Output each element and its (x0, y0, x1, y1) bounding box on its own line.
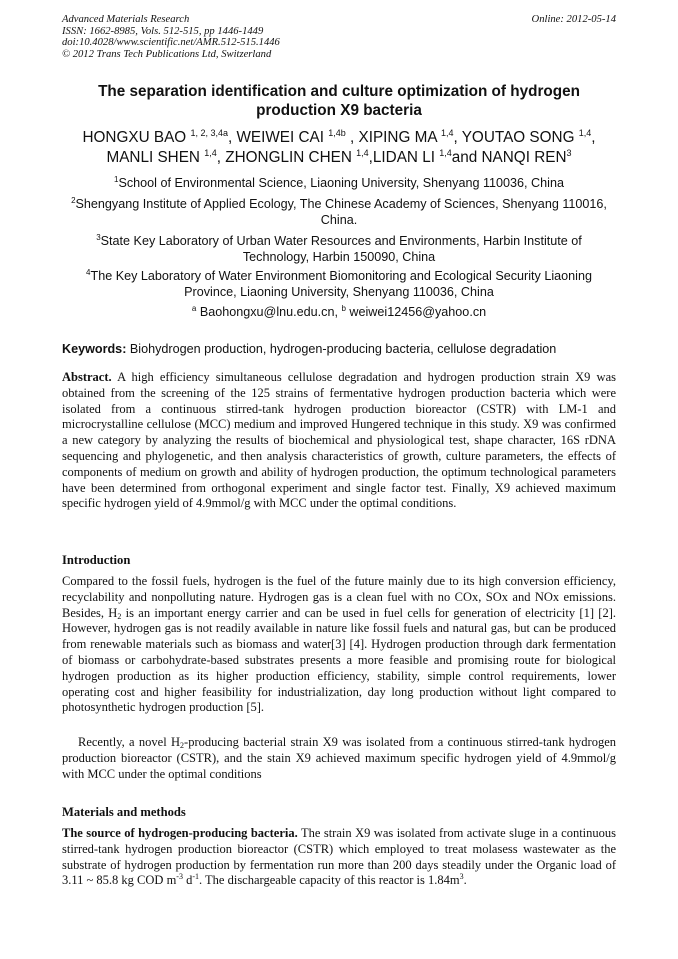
paragraph-text: -producing bacterial strain X9 was isolated from a continuous stirred-tank hydrogen production bioreactor (CSTR), and the stain X9 achieved maximum specific hydrogen yield of 4.9mmol/g with MCC under the optimal conditions (62, 735, 616, 781)
author-affil-sup: 1, 2, 3,4a (190, 128, 228, 138)
superscript: -3 (176, 872, 183, 882)
methods-heading: Materials and methods (62, 805, 186, 819)
paragraph-text: d (182, 873, 193, 888)
copyright-line: © 2012 Trans Tech Publications Ltd, Switzerland (62, 48, 272, 60)
author-name: , XIPING MA (345, 129, 441, 146)
author-name: ,LIDAN LI (368, 149, 440, 166)
author-affil-sup: 1,4 (439, 148, 452, 158)
affiliation-3 (62, 233, 616, 265)
paragraph-text: . (463, 873, 467, 888)
abstract-text: A high efficiency simultaneous cellulose degradation and hydrogen production strain X9 was obtained from the screening of the 125 strains of fermentative hydrogen production bacteria which were isolated from a continuous stirred-tank hydrogen production bioreactor (CSTR) with LM-1 and microcrystalline cellulose (MCC) medium and improved Hungered technique in this study. X9 was confirmed a new category by analyzing the results of biochemical and physiological test, shape character, 16S rDNA sequencing and phylogenetic, and then analysis characteristics of growth, culture parameters, the effects of components of medium on growth and ability of hydrogen production, the optimum technological parameters have been determined from orthogonal experiment and single factor test. Finally, X9 achieved maximum specific hydrogen yield of 4.9mmol/g with MCC under the optimal conditions. (62, 370, 616, 511)
abstract-paragraph (62, 370, 616, 512)
author-affil-sup: 1,4 (356, 148, 369, 158)
keywords-label: Keywords: (62, 342, 127, 356)
methods-paragraph (62, 826, 616, 889)
affiliation-text: Shengyang Institute of Applied Ecology, The Chinese Academy of Sciences, Shenyang 110016, China. (75, 197, 607, 227)
affiliation-text: State Key Laboratory of Urban Water Resources and Environments, Harbin Institute of Technology, Harbin 150090, China (100, 234, 582, 264)
paragraph-text: is an important energy carrier and can be used in fuel cells for generation of electricity [1] [2]. However, hydrogen gas is not readily available in nature like fossil fuels and natural gas, but can be produced from renewable materials such as biomass and water[3] [4]. Hydrogen production through dark fermentation of biomass or carbohydrate-based substrates presents a more feasible and promising route for biological hydrogen production as its higher production efficiency, stability, simple control requirements, lower operating cost and higher feasibility for industrialization, day long production without light compared to photosynthetic hydrogen production [5]. (62, 605, 616, 715)
paragraph-text: . The dischargeable capacity of this reactor is 1.84m (199, 873, 460, 888)
paragraph-text: Compared to the fossil fuels, hydrogen is the fuel of the future mainly due to its high conversion efficiency, recyclability and nonpolluting nature. Hydrogen gas is a clean fuel with no COx, SOx and NOx emissions. Besides, H (62, 574, 616, 620)
author-name: , YOUTAO SONG (453, 129, 579, 146)
affiliation-number: 1 (114, 175, 119, 184)
email-address: Baohongxu@lnu.edu.cn, (196, 305, 342, 319)
author-name: , ZHONGLIN CHEN (216, 149, 357, 166)
issn-line: ISSN: 1662-8985, Vols. 512-515, pp 1446-1449 (62, 25, 264, 37)
doi-line: doi:10.4028/www.scientific.net/AMR.512-515.1446 (62, 37, 280, 49)
keywords-text: Biohydrogen production, hydrogen-producing bacteria, cellulose degradation (126, 342, 557, 356)
subsection-label: The source of hydrogen-producing bacteria. (62, 826, 298, 840)
affiliation-4 (62, 268, 616, 300)
subscript: 2 (117, 611, 122, 621)
affiliation-number: 2 (71, 196, 76, 205)
paper-title: The separation identification and culture optimization of hydrogen production X9 bacteria (98, 83, 580, 119)
superscript: 3 (459, 872, 464, 882)
email-marker: b (341, 304, 346, 313)
subscript: 2 (180, 741, 185, 750)
abstract-label: Abstract. (62, 370, 112, 384)
paragraph-text: The strain X9 was isolated from activate sluge in a continuous stirred-tank hydrogen production bioreactor (CSTR) which employed to treat molasess wastewater as the substrate of hydrogen production by fermentation run more than 200 days steadily under the Organic load of 3.11 ~ 85.8 kg COD m (62, 826, 616, 888)
online-date: Online: 2012-05-14 (531, 14, 616, 25)
email-address: weiwei12456@yahoo.cn (345, 305, 487, 319)
email-marker: a (191, 304, 197, 313)
affiliation-text: The Key Laboratory of Water Environment Biomonitoring and Ecological Security Liaoning Province, Liaoning University, Shenyang 110036, China (90, 269, 592, 299)
author-affil-sup: 1,4 (578, 128, 592, 138)
author-separator: , (591, 129, 596, 146)
introduction-paragraph-2 (62, 735, 616, 782)
affiliation-number: 4 (86, 268, 91, 277)
introduction-paragraph-1 (62, 574, 616, 716)
keywords-line (62, 341, 616, 357)
author-name: MANLI SHEN (106, 149, 205, 166)
affiliation-2 (62, 196, 616, 228)
author-name: and NANQI REN (451, 149, 567, 166)
author-affil-sup: 1,4b (328, 128, 346, 138)
author-affil-sup: 1,4 (204, 148, 217, 158)
journal-name: Advanced Materials Research (62, 14, 190, 25)
superscript: -1 (192, 872, 200, 882)
affiliation-number: 3 (96, 233, 101, 242)
paragraph-text: Recently, a novel H (78, 735, 181, 749)
introduction-heading: Introduction (62, 553, 131, 567)
affiliation-text: School of Environmental Science, Liaoning University, Shenyang 110036, China (118, 176, 564, 190)
author-name: HONGXU BAO (82, 129, 191, 146)
author-list (62, 128, 616, 168)
author-affil-sup: 1,4 (440, 128, 454, 138)
journal-header (62, 14, 616, 60)
author-affil-sup: 3 (566, 148, 572, 158)
author-name: , WEIWEI CAI (227, 129, 329, 146)
email-line (62, 304, 616, 320)
affiliation-1 (62, 175, 616, 191)
